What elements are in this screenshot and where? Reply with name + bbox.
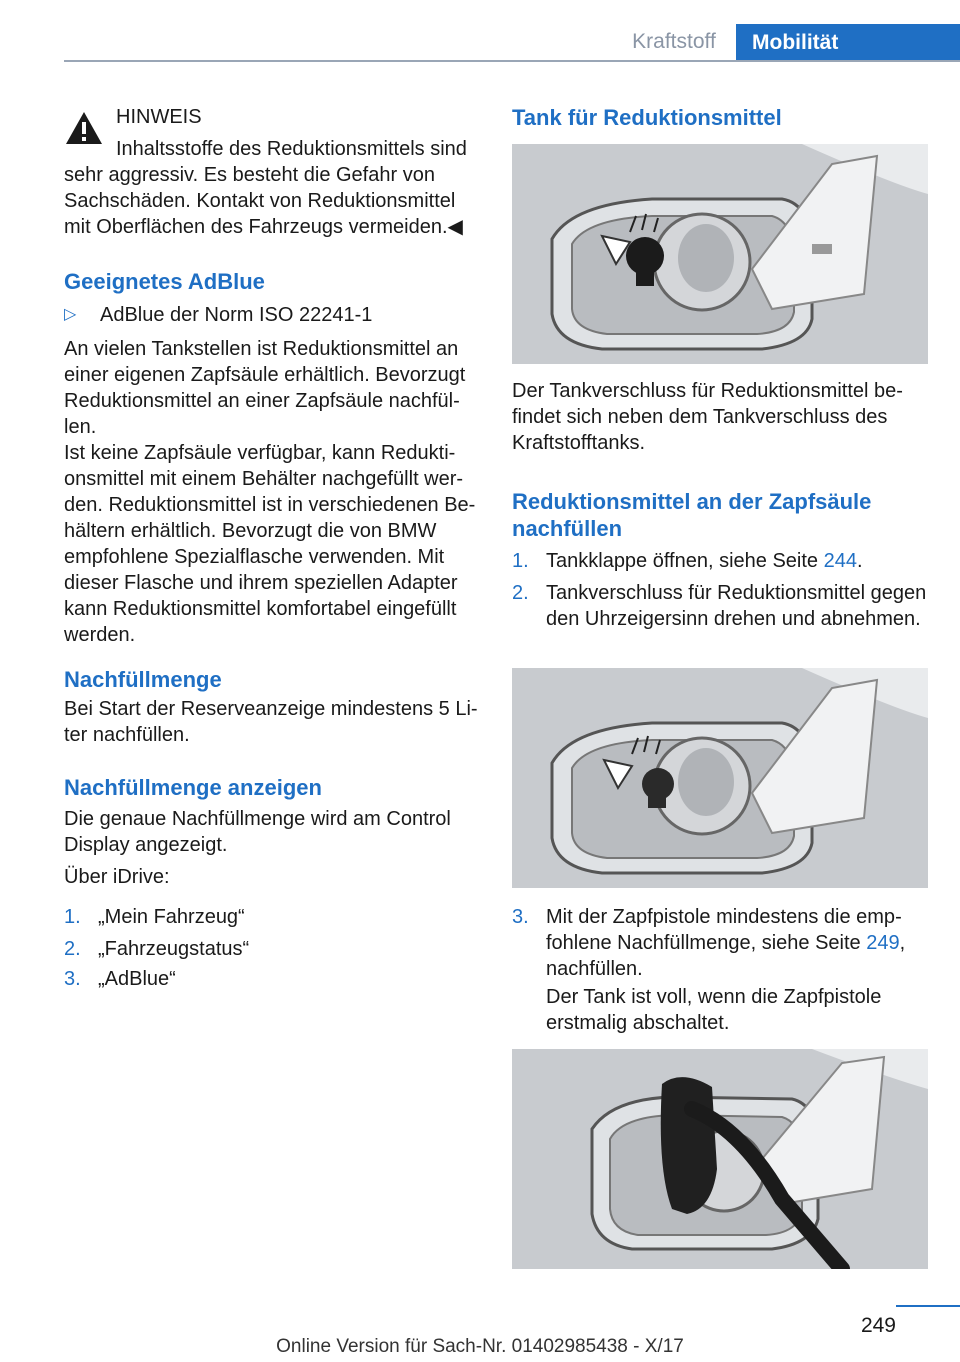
- list-text: „Fahrzeugstatus“: [98, 938, 250, 960]
- list-number: 1.: [64, 906, 81, 928]
- list-item: [64, 966, 480, 992]
- heading-tank-reduktionsmittel: Tank für Reduktionsmittel: [512, 105, 782, 130]
- page-link-244[interactable]: 244: [823, 550, 857, 572]
- notice-text-first-line: Inhaltsstoffe des Reduktionsmittels sind: [116, 138, 467, 160]
- list-number: 2.: [64, 938, 81, 960]
- bullet-text: AdBlue der Norm ISO 22241‑1: [100, 304, 373, 326]
- heading-geeignetes-adblue: Geeignetes AdBlue: [64, 269, 265, 294]
- heading-nachfuellmenge-anzeigen: Nachfüllmenge anzeigen: [64, 775, 322, 800]
- page-link-249[interactable]: 249: [866, 932, 900, 954]
- photo-tank-cap-open: [512, 668, 928, 888]
- list-item: [512, 904, 928, 984]
- list-number: 1.: [512, 550, 529, 572]
- paragraph-tankstellen: An vielen Tankstellen ist Reduktionsmittel an einer eigenen Zapfsäule erhältlich. Bevorzugt Reduktionsmittel an einer Zapfsäule nachfüllen.: [64, 338, 466, 438]
- list-item: [512, 548, 928, 574]
- list-number: 3.: [512, 906, 529, 928]
- notice-label: HINWEIS: [116, 106, 202, 128]
- notice-text: sehr aggressiv. Es besteht die Gefahr von Sachschäden. Kontakt von Reduktionsmittel mit Oberflächen des Fahrzeugs vermeiden.◀: [64, 164, 463, 238]
- header-rule: [64, 60, 960, 62]
- list-text: Tankverschluss für Reduktionsmittel gegen den Uhrzeigersinn drehen und abnehmen.: [546, 582, 927, 630]
- page-number: 249: [860, 1314, 896, 1337]
- photo-filling-nozzle: [512, 1049, 928, 1269]
- paragraph-behaelter: Ist keine Zapfsäule verfügbar, kann Reduktionsmittel mit einem Behälter nachgefüllt werden. Reduktionsmittel ist in verschiedenen Behältern erhältlich. Bevorzugt die von BMW empfohlene Spezialflasche verwenden. Mit dieser Flasche und ihrem speziellen Adapter kann Reduktionsmittel komfortabel eingefüllt werden.: [64, 442, 476, 646]
- header-tab-mobilitaet[interactable]: Mobilität: [736, 24, 960, 62]
- list-text: Mit der Zapfpistole mindestens die empfohlene Nachfüllmenge, siehe Seite 249, nachfüllen.: [546, 906, 906, 980]
- paragraph-anzeigen: Die genaue Nachfüllmenge wird am Control Display angezeigt.: [64, 808, 451, 856]
- list-item: [64, 936, 480, 962]
- list-item: [64, 904, 480, 930]
- list-text: Tankklappe öffnen, siehe Seite 244.: [546, 550, 863, 572]
- list-item: [512, 580, 928, 660]
- paragraph-nachfuellmenge: Bei Start der Reserveanzeige mindestens 5 Liter nachfüllen.: [64, 698, 478, 746]
- warning-icon: [64, 110, 104, 146]
- list-number: 3.: [64, 968, 81, 990]
- list-text: „AdBlue“: [98, 968, 176, 990]
- paragraph-tank: Der Tankverschluss für Reduktionsmittel befindet sich neben dem Tankverschluss des Kraftstofftanks.: [512, 380, 903, 454]
- triangle-bullet-icon: ▷: [64, 306, 77, 323]
- paragraph-tank-voll: Der Tank ist voll, wenn die Zapfpistole erstmalig abschaltet.: [546, 986, 882, 1034]
- list-number: 2.: [512, 582, 529, 604]
- heading-nachfuellmenge: Nachfüllmenge: [64, 667, 222, 692]
- online-version-footer: Online Version für Sach-Nr. 01402985438 - X/17: [276, 1336, 684, 1357]
- footer-rule: [896, 1305, 960, 1307]
- photo-tank-cap: [512, 144, 928, 364]
- heading-nachfuellen-zapfsaeule: Reduktionsmittel an der Zapfsäule nachfüllen: [512, 489, 872, 541]
- header-tab-kraftstoff[interactable]: Kraftstoff: [632, 30, 716, 53]
- list-text: „Mein Fahrzeug“: [98, 906, 245, 928]
- paragraph-idrive: Über iDrive:: [64, 866, 170, 888]
- bullet-item-norm: [64, 302, 480, 328]
